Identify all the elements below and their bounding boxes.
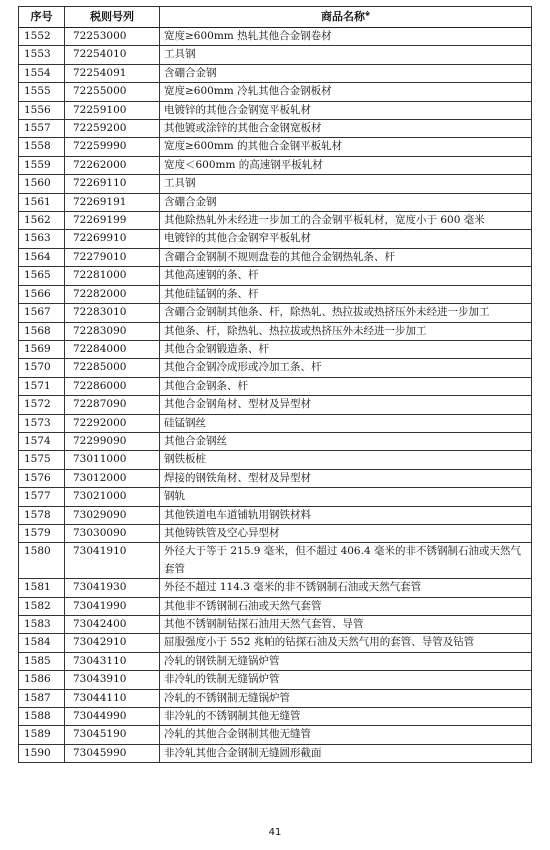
row-code: 73011000 xyxy=(65,451,160,469)
table-row xyxy=(19,451,532,469)
header-seq: 序号 xyxy=(19,7,65,28)
row-name: 冷轧的其他合金钢制其他无缝管 xyxy=(160,726,532,744)
table-row xyxy=(19,524,532,542)
table-row xyxy=(19,506,532,524)
table-row xyxy=(19,377,532,395)
table-row xyxy=(19,726,532,744)
table-row xyxy=(19,652,532,670)
row-code: 72269110 xyxy=(65,175,160,193)
row-name: 其他铸铁管及空心异型材 xyxy=(160,524,532,542)
table-row xyxy=(19,230,532,248)
row-seq: 1567 xyxy=(19,304,65,322)
tariff-table xyxy=(18,6,532,763)
table-row xyxy=(19,322,532,340)
row-code: 72269199 xyxy=(65,212,160,230)
row-code: 72283090 xyxy=(65,322,160,340)
row-code: 72262000 xyxy=(65,156,160,174)
row-code: 72287090 xyxy=(65,396,160,414)
table-row xyxy=(19,138,532,156)
table-row xyxy=(19,285,532,303)
page-number: 41 xyxy=(268,827,282,838)
row-name: 宽度＜600mm 的高速钢平板轧材 xyxy=(160,156,532,174)
row-code: 73021000 xyxy=(65,488,160,506)
table-row xyxy=(19,671,532,689)
table-row xyxy=(19,543,532,579)
row-seq: 1555 xyxy=(19,83,65,101)
table-row xyxy=(19,579,532,597)
table-row xyxy=(19,64,532,82)
row-seq: 1558 xyxy=(19,138,65,156)
row-name: 其他合金钢条、杆 xyxy=(160,377,532,395)
row-seq: 1586 xyxy=(19,671,65,689)
table-row xyxy=(19,28,532,46)
row-code: 73045190 xyxy=(65,726,160,744)
row-seq: 1560 xyxy=(19,175,65,193)
row-code: 72281000 xyxy=(65,267,160,285)
row-seq: 1568 xyxy=(19,322,65,340)
row-seq: 1556 xyxy=(19,101,65,119)
row-code: 72259990 xyxy=(65,138,160,156)
row-seq: 1578 xyxy=(19,506,65,524)
table-row xyxy=(19,634,532,652)
row-seq: 1572 xyxy=(19,396,65,414)
row-seq: 1588 xyxy=(19,708,65,726)
row-code: 73042400 xyxy=(65,616,160,634)
row-seq: 1570 xyxy=(19,359,65,377)
row-name: 其他合金钢锻造条、杆 xyxy=(160,340,532,358)
row-code: 72255000 xyxy=(65,83,160,101)
table-row xyxy=(19,156,532,174)
row-code: 73043910 xyxy=(65,671,160,689)
row-seq: 1571 xyxy=(19,377,65,395)
row-code: 72259200 xyxy=(65,120,160,138)
row-seq: 1577 xyxy=(19,488,65,506)
row-code: 73030090 xyxy=(65,524,160,542)
row-code: 72253000 xyxy=(65,28,160,46)
row-code: 72299090 xyxy=(65,432,160,450)
row-name: 工具钢 xyxy=(160,175,532,193)
row-name: 外径大于等于 215.9 毫米，但不超过 406.4 毫米的非不锈钢制石油或天然气套管 xyxy=(160,543,532,579)
row-seq: 1589 xyxy=(19,726,65,744)
row-name: 非冷轧的铁制无缝锅炉管 xyxy=(160,671,532,689)
table-row xyxy=(19,340,532,358)
table-row xyxy=(19,83,532,101)
row-name: 含硼合金钢制不规则盘卷的其他合金钢热轧条、杆 xyxy=(160,248,532,266)
row-code: 72285000 xyxy=(65,359,160,377)
row-code: 73041990 xyxy=(65,597,160,615)
row-seq: 1574 xyxy=(19,432,65,450)
row-seq: 1562 xyxy=(19,212,65,230)
row-name: 外径不超过 114.3 毫米的非不锈钢制石油或天然气套管 xyxy=(160,579,532,597)
row-name: 含硼合金钢 xyxy=(160,193,532,211)
table-row xyxy=(19,46,532,64)
row-code: 72259100 xyxy=(65,101,160,119)
row-seq: 1557 xyxy=(19,120,65,138)
table-row xyxy=(19,120,532,138)
row-name: 电镀锌的其他合金钢宽平板轧材 xyxy=(160,101,532,119)
table-row xyxy=(19,744,532,762)
row-name: 其他条、杆，除热轧、热拉拔或热挤压外未经进一步加工 xyxy=(160,322,532,340)
row-name: 其他高速钢的条、杆 xyxy=(160,267,532,285)
row-seq: 1553 xyxy=(19,46,65,64)
row-name: 钢铁板桩 xyxy=(160,451,532,469)
table-row xyxy=(19,193,532,211)
table-row xyxy=(19,248,532,266)
row-seq: 1552 xyxy=(19,28,65,46)
row-name: 其他铁道电车道铺轨用钢铁材料 xyxy=(160,506,532,524)
row-name: 非冷轧其他合金钢制无缝圆形截面 xyxy=(160,744,532,762)
table-row xyxy=(19,708,532,726)
row-code: 72279010 xyxy=(65,248,160,266)
table-row xyxy=(19,432,532,450)
table-row xyxy=(19,469,532,487)
row-name: 工具钢 xyxy=(160,46,532,64)
table-row xyxy=(19,101,532,119)
row-seq: 1565 xyxy=(19,267,65,285)
row-name: 钢轨 xyxy=(160,488,532,506)
row-seq: 1554 xyxy=(19,64,65,82)
row-seq: 1585 xyxy=(19,652,65,670)
row-name: 其他非不锈钢制石油或天然气套管 xyxy=(160,597,532,615)
row-name: 冷轧的不锈钢制无缝锅炉管 xyxy=(160,689,532,707)
header-name-label: 商品名称 xyxy=(320,10,365,23)
row-code: 72284000 xyxy=(65,340,160,358)
row-code: 72254010 xyxy=(65,46,160,64)
row-name: 宽度≥600mm 的其他合金钢平板轧材 xyxy=(160,138,532,156)
row-name: 宽度≥600mm 冷轧其他合金钢板材 xyxy=(160,83,532,101)
row-code: 72269910 xyxy=(65,230,160,248)
row-seq: 1575 xyxy=(19,451,65,469)
table-row xyxy=(19,616,532,634)
row-seq: 1559 xyxy=(19,156,65,174)
row-name: 其他合金钢角材、型材及异型材 xyxy=(160,396,532,414)
row-name: 其他不锈钢制钻探石油用天然气套管、导管 xyxy=(160,616,532,634)
row-code: 73043110 xyxy=(65,652,160,670)
row-code: 73045990 xyxy=(65,744,160,762)
row-seq: 1583 xyxy=(19,616,65,634)
row-code: 72282000 xyxy=(65,285,160,303)
table-row xyxy=(19,175,532,193)
row-name: 含硼合金钢制其他条、杆，除热轧、热拉拔或热挤压外未经进一步加工 xyxy=(160,304,532,322)
row-name: 宽度≥600mm 热轧其他合金钢卷材 xyxy=(160,28,532,46)
row-seq: 1561 xyxy=(19,193,65,211)
row-name: 其他镀或涂锌的其他合金钢宽板材 xyxy=(160,120,532,138)
row-seq: 1584 xyxy=(19,634,65,652)
row-name: 屈服强度小于 552 兆帕的钻探石油及天然气用的套管、导管及钻管 xyxy=(160,634,532,652)
row-code: 73041930 xyxy=(65,579,160,597)
row-code: 73029090 xyxy=(65,506,160,524)
row-seq: 1579 xyxy=(19,524,65,542)
row-code: 72254091 xyxy=(65,64,160,82)
row-seq: 1581 xyxy=(19,579,65,597)
header-name xyxy=(160,7,532,28)
row-seq: 1573 xyxy=(19,414,65,432)
table-row xyxy=(19,689,532,707)
row-name: 其他硅锰钢的条、杆 xyxy=(160,285,532,303)
row-seq: 1590 xyxy=(19,744,65,762)
row-seq: 1582 xyxy=(19,597,65,615)
table-row xyxy=(19,396,532,414)
table-header-row xyxy=(19,7,532,28)
table-body xyxy=(19,28,532,763)
row-seq: 1566 xyxy=(19,285,65,303)
row-name: 电镀锌的其他合金钢窄平板轧材 xyxy=(160,230,532,248)
row-name: 硅锰钢丝 xyxy=(160,414,532,432)
row-name: 其他合金钢丝 xyxy=(160,432,532,450)
tariff-table-container xyxy=(18,6,531,763)
row-name: 其他合金钢冷成形或冷加工条、杆 xyxy=(160,359,532,377)
row-name: 非冷轧的不锈钢制其他无缝管 xyxy=(160,708,532,726)
row-seq: 1569 xyxy=(19,340,65,358)
table-row xyxy=(19,488,532,506)
row-code: 72286000 xyxy=(65,377,160,395)
row-seq: 1587 xyxy=(19,689,65,707)
row-name: 焊接的钢铁角材、型材及异型材 xyxy=(160,469,532,487)
row-code: 73044110 xyxy=(65,689,160,707)
table-row xyxy=(19,212,532,230)
table-row xyxy=(19,414,532,432)
row-seq: 1564 xyxy=(19,248,65,266)
row-code: 73041910 xyxy=(65,543,160,579)
row-seq: 1576 xyxy=(19,469,65,487)
row-name: 冷轧的钢铁制无缝锅炉管 xyxy=(160,652,532,670)
header-name-note: ※ xyxy=(364,10,371,18)
table-row xyxy=(19,304,532,322)
row-name: 其他除热轧外未经进一步加工的合金钢平板轧材，宽度小于 600 毫米 xyxy=(160,212,532,230)
row-code: 72269191 xyxy=(65,193,160,211)
header-code: 税则号列 xyxy=(65,7,160,28)
row-name: 含硼合金钢 xyxy=(160,64,532,82)
table-row xyxy=(19,597,532,615)
row-code: 73012000 xyxy=(65,469,160,487)
row-seq: 1563 xyxy=(19,230,65,248)
row-code: 72283010 xyxy=(65,304,160,322)
table-row xyxy=(19,359,532,377)
row-code: 73042910 xyxy=(65,634,160,652)
row-code: 73044990 xyxy=(65,708,160,726)
table-row xyxy=(19,267,532,285)
row-code: 72292000 xyxy=(65,414,160,432)
row-seq: 1580 xyxy=(19,543,65,579)
